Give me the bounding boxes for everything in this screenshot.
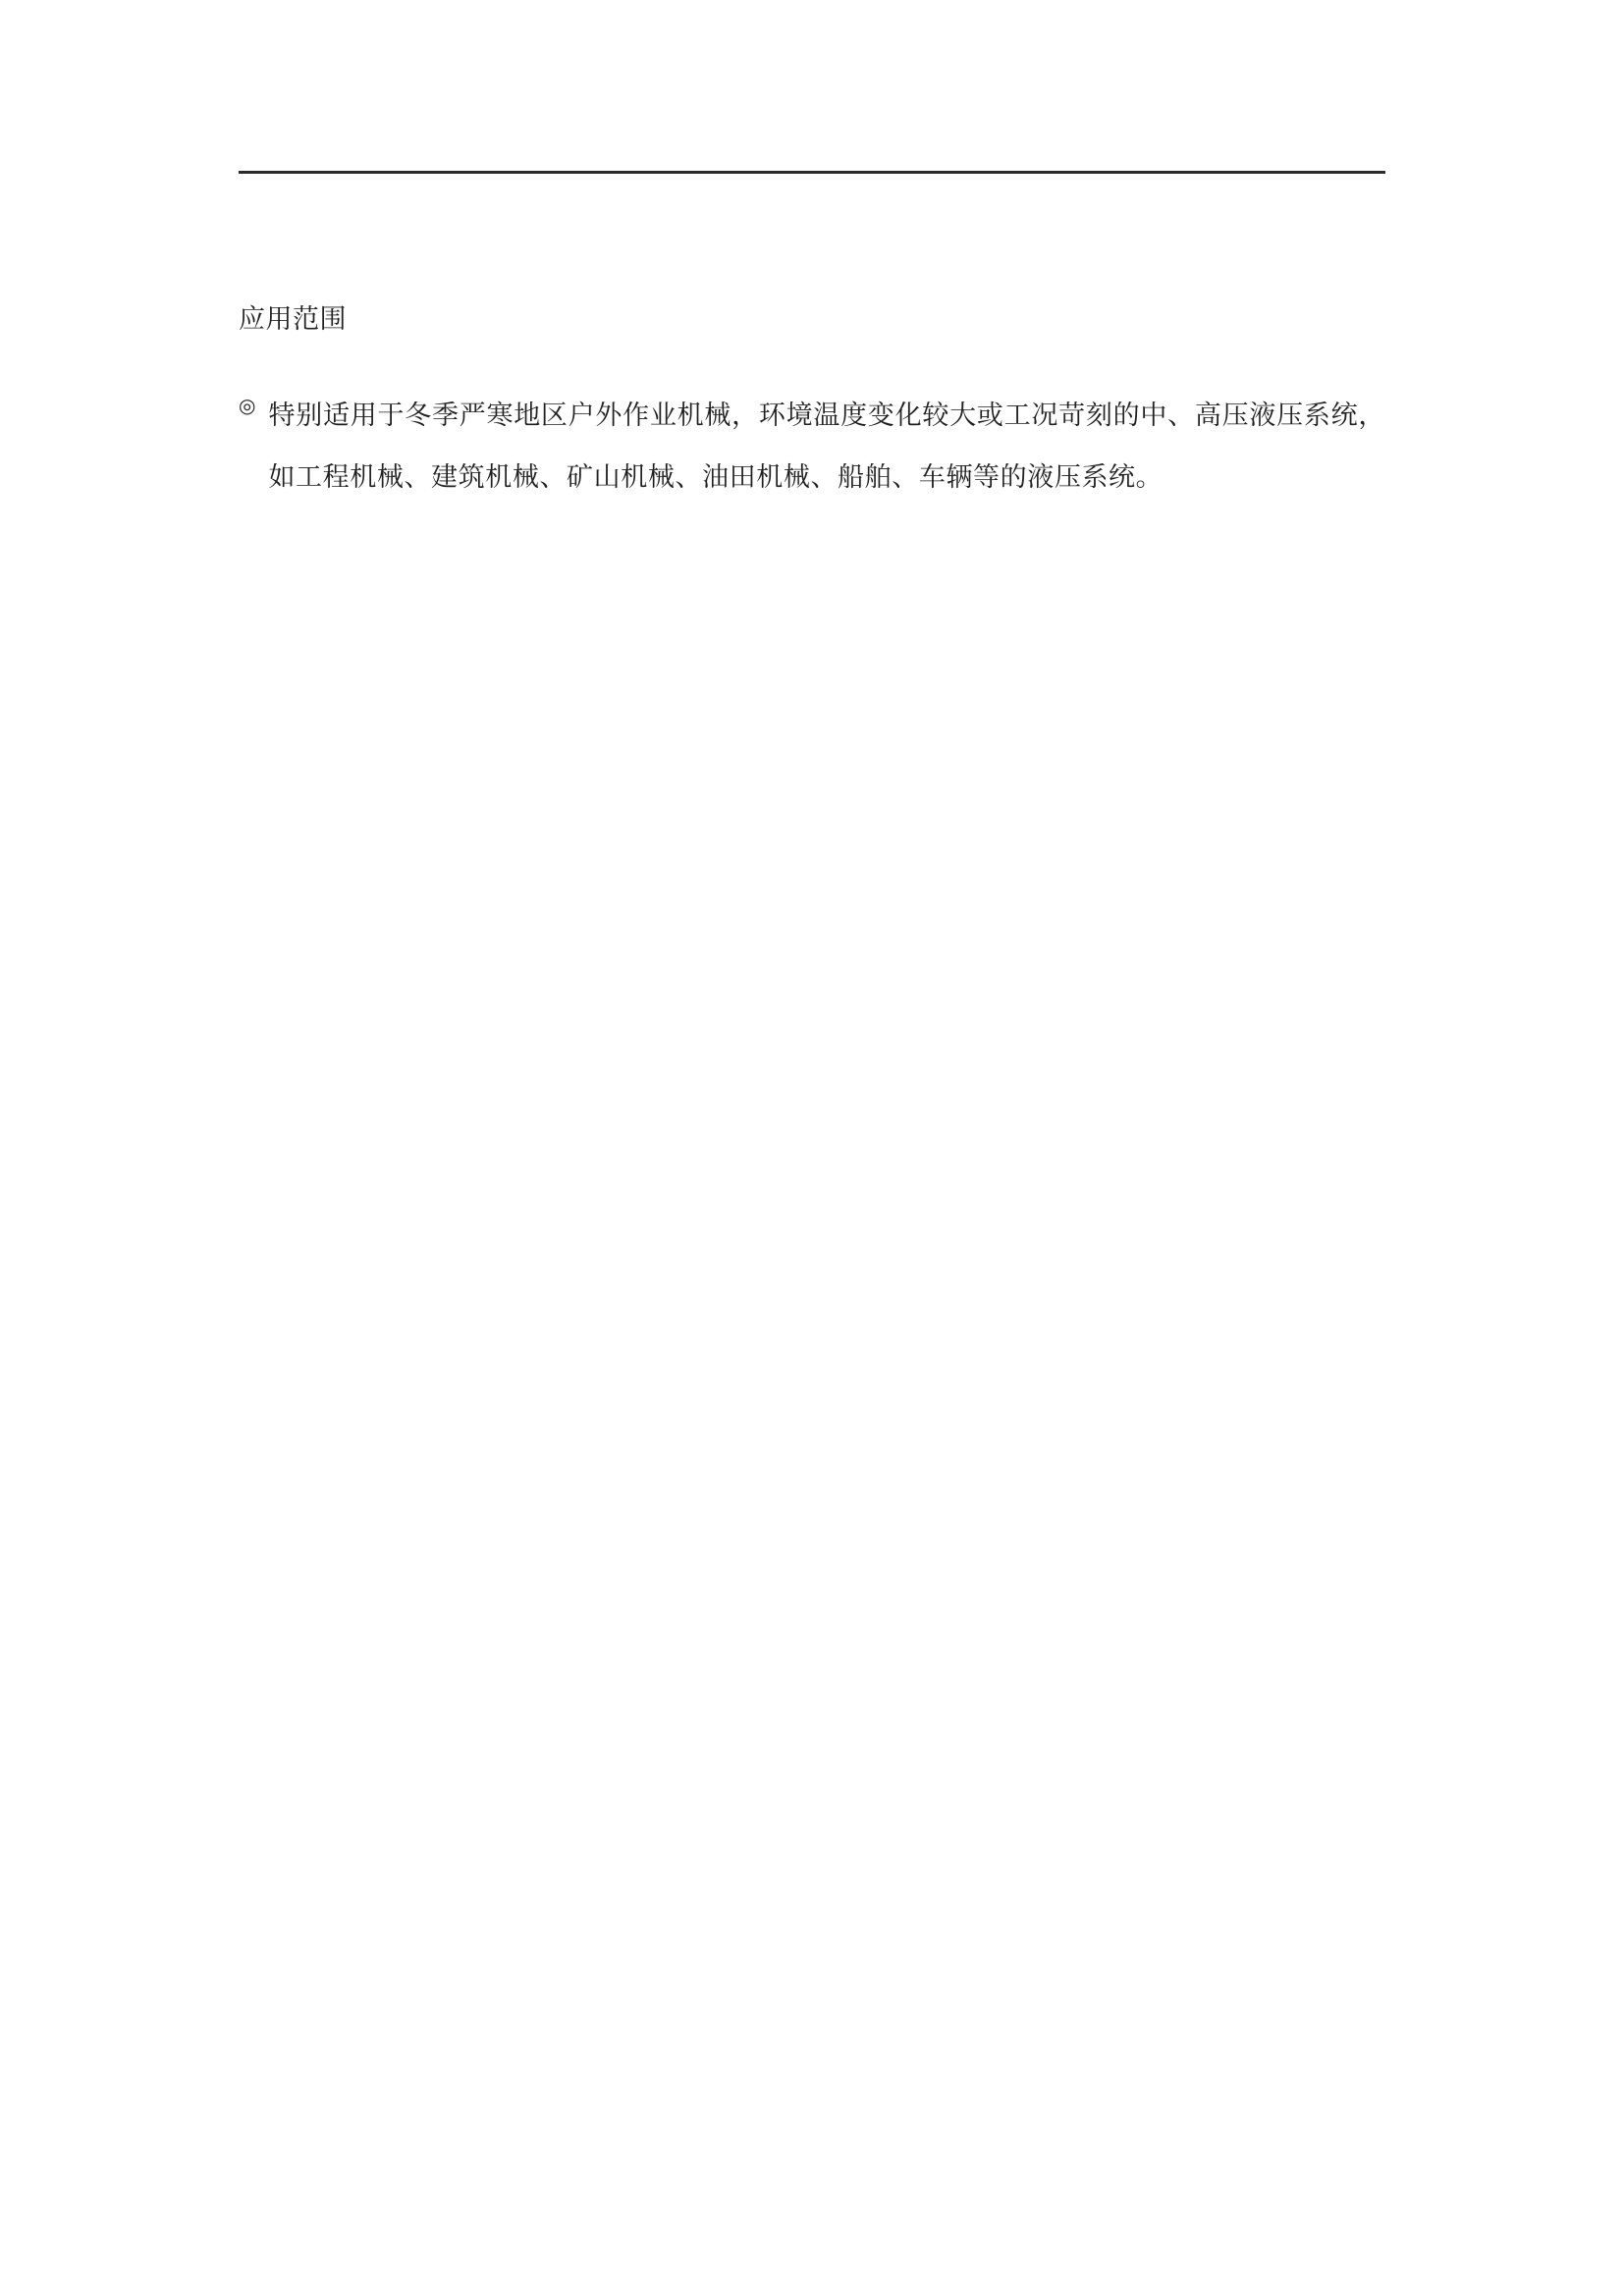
section-title: 应用范围 — [239, 304, 347, 335]
page-content — [239, 0, 1385, 509]
list-item-text: 特别适用于冬季严寒地区户外作业机械，环境温度变化较大或工况苛刻的中、高压液压系统，如工程机械、建筑机械、矿山机械、油田机械、船舶、车辆等的液压系统。 — [268, 400, 1385, 494]
list-item — [239, 385, 1385, 509]
header-divider — [239, 171, 1385, 174]
bullet-marker-icon: ◎ — [239, 393, 256, 417]
